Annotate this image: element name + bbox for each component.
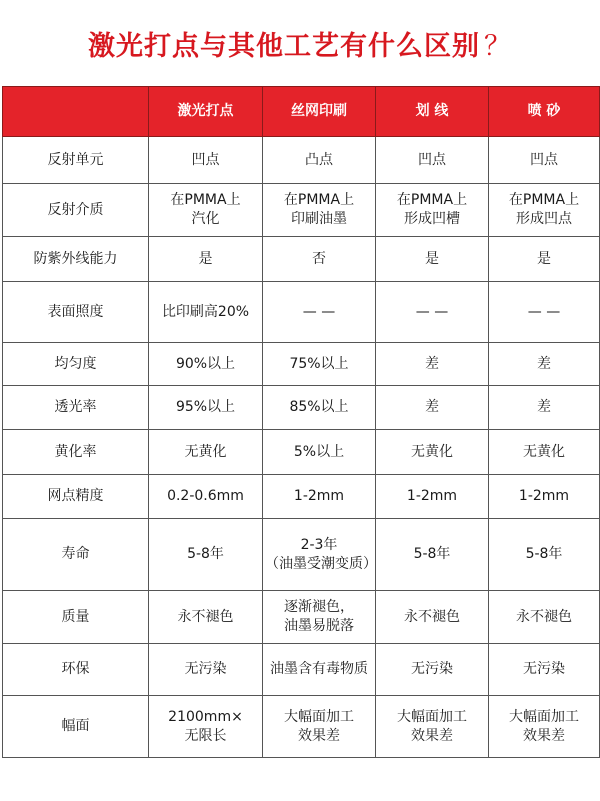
row-label: 透光率 [3,386,149,430]
row-label: 反射介质 [3,184,149,237]
table-cell: 逐渐褪色， 油墨易脱落 [263,591,376,644]
table-cell: 无黄化 [149,430,263,475]
row-label: 环保 [3,644,149,696]
table-body [3,137,600,758]
table-cell: — — [489,282,600,343]
table-cell: 95%以上 [149,386,263,430]
table-cell: 在PMMA上 印刷油墨 [263,184,376,237]
page-title-text: 激光打点与其他工艺有什么区别 [88,30,480,62]
row-label: 均匀度 [3,343,149,386]
table-cell: 75%以上 [263,343,376,386]
table-row [3,184,600,237]
table-cell: 油墨含有毒物质 [263,644,376,696]
table-cell: — — [376,282,489,343]
table-row [3,343,600,386]
table-row [3,430,600,475]
header-line-scribing: 划 线 [376,87,489,137]
table-cell: 5-8年 [376,519,489,591]
table-cell: 90%以上 [149,343,263,386]
table-row [3,696,600,758]
table-cell: — — [263,282,376,343]
table-cell: 5-8年 [489,519,600,591]
table-row [3,137,600,184]
table-cell: 5-8年 [149,519,263,591]
header-screen-printing: 丝网印刷 [263,87,376,137]
table-cell: 是 [376,237,489,282]
table-cell: 差 [376,343,489,386]
table-row [3,475,600,519]
table-cell: 无黄化 [376,430,489,475]
table-cell: 2100mm× 无限长 [149,696,263,758]
table-row [3,591,600,644]
row-label: 防紫外线能力 [3,237,149,282]
table-cell: 1-2mm [489,475,600,519]
table-cell: 凹点 [376,137,489,184]
row-label: 幅面 [3,696,149,758]
table-cell: 0.2-0.6mm [149,475,263,519]
table-row [3,386,600,430]
table-cell: 1-2mm [263,475,376,519]
row-label: 寿命 [3,519,149,591]
table-row [3,237,600,282]
table-cell: 永不褪色 [489,591,600,644]
table-cell: 凹点 [149,137,263,184]
header-corner [3,87,149,137]
table-cell: 无污染 [149,644,263,696]
header-row [3,87,600,137]
row-label: 黄化率 [3,430,149,475]
table-cell: 是 [489,237,600,282]
row-label: 网点精度 [3,475,149,519]
table-cell: 在PMMA上 形成凹点 [489,184,600,237]
table-cell: 在PMMA上 汽化 [149,184,263,237]
table-cell: 否 [263,237,376,282]
header-sandblasting: 喷 砂 [489,87,600,137]
row-label: 表面照度 [3,282,149,343]
title-question-mark: ？ [484,30,512,62]
table-cell: 无污染 [489,644,600,696]
table-cell: 比印刷高20% [149,282,263,343]
table-cell: 差 [376,386,489,430]
table-row [3,519,600,591]
table-cell: 1-2mm [376,475,489,519]
row-label: 质量 [3,591,149,644]
table-cell: 85%以上 [263,386,376,430]
table-cell: 无污染 [376,644,489,696]
table-row [3,282,600,343]
table-cell: 大幅面加工 效果差 [263,696,376,758]
comparison-table [2,86,600,758]
table-cell: 差 [489,343,600,386]
table-cell: 无黄化 [489,430,600,475]
table-cell: 永不褪色 [149,591,263,644]
table-cell: 凹点 [489,137,600,184]
table-cell: 凸点 [263,137,376,184]
table-cell: 是 [149,237,263,282]
table-cell: 永不褪色 [376,591,489,644]
table-cell: 大幅面加工 效果差 [376,696,489,758]
page-title [0,0,600,86]
table-cell: 5%以上 [263,430,376,475]
table-cell: 在PMMA上 形成凹槽 [376,184,489,237]
header-laser-dotting: 激光打点 [149,87,263,137]
row-label: 反射单元 [3,137,149,184]
table-cell: 差 [489,386,600,430]
table-cell: 2-3年 （油墨受潮变质） [263,519,376,591]
table-header [3,87,600,137]
table-row [3,644,600,696]
table-cell: 大幅面加工 效果差 [489,696,600,758]
